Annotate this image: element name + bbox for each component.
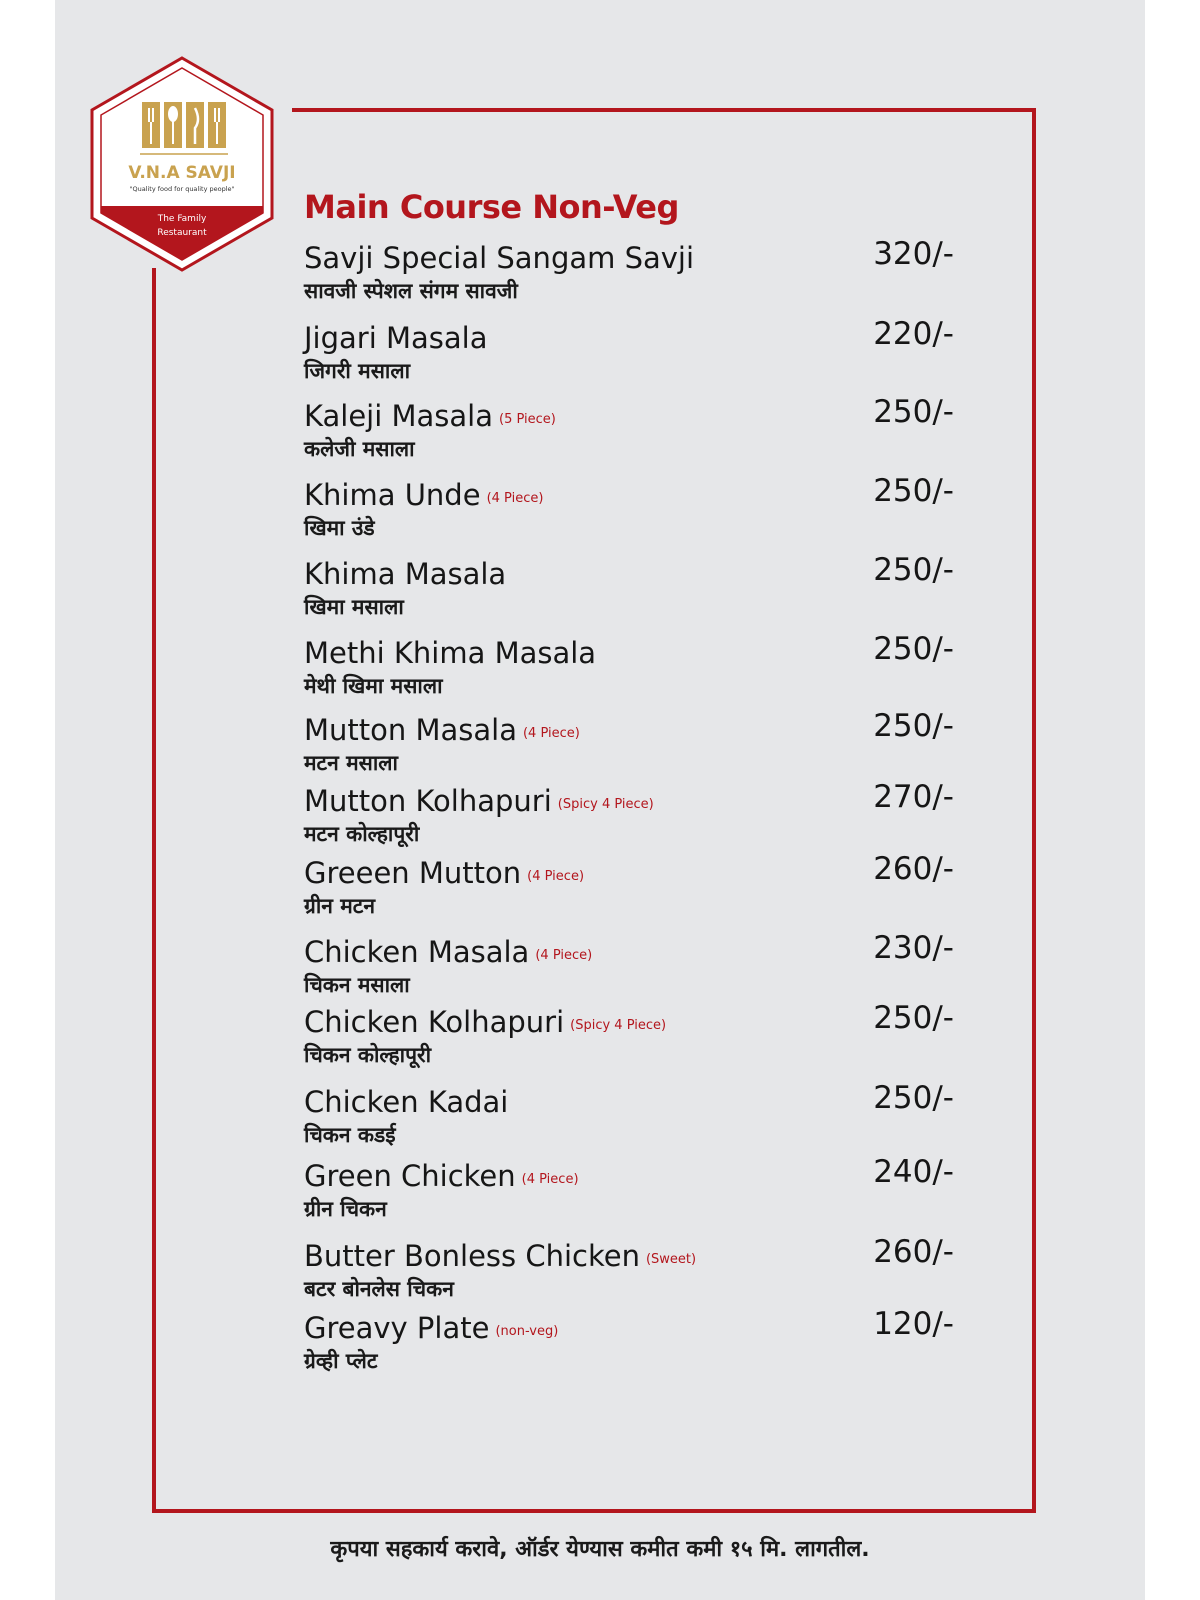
menu-item-price: 270/- bbox=[873, 779, 954, 815]
frame-border-top bbox=[292, 108, 1036, 112]
frame-border-right bbox=[1032, 108, 1036, 1513]
menu-item-marathi-name: खिमा मसाला bbox=[304, 595, 404, 619]
menu-item-name: Chicken Kolhapuri bbox=[304, 1005, 565, 1039]
menu-item-marathi-name: ग्रीन मटन bbox=[304, 894, 376, 918]
menu-item-marathi-name: मटन कोल्हापूरी bbox=[304, 822, 420, 846]
menu-item-price: 230/- bbox=[873, 930, 954, 966]
menu-item bbox=[304, 552, 954, 630]
menu-item-note: (5 Piece) bbox=[499, 412, 556, 427]
menu-item-name-line bbox=[304, 855, 584, 895]
menu-item-name-line bbox=[304, 712, 580, 752]
menu-item-note: (4 Piece) bbox=[527, 869, 585, 884]
menu-item-name: Mutton Kolhapuri bbox=[304, 784, 552, 818]
menu-item-marathi-name: बटर बोनलेस चिकन bbox=[304, 1277, 454, 1301]
menu-item bbox=[304, 930, 954, 1008]
menu-item-marathi-name: चिकन कडई bbox=[304, 1123, 396, 1147]
menu-item bbox=[304, 473, 954, 551]
menu-item bbox=[304, 1000, 954, 1078]
menu-item-marathi-name: कलेजी मसाला bbox=[304, 437, 415, 461]
menu-item bbox=[304, 1234, 954, 1312]
menu-item-name-line bbox=[304, 635, 596, 671]
menu-item-name-line bbox=[304, 477, 543, 517]
menu-item-marathi-name: चिकन कोल्हापूरी bbox=[304, 1043, 432, 1067]
order-time-note: कृपया सहकार्य करावे, ऑर्डर येण्यास कमीत कमी १५ मि. लागतील. bbox=[330, 1537, 870, 1562]
menu-item-note: (4 Piece) bbox=[522, 726, 580, 741]
menu-item-name: Chicken Kadai bbox=[304, 1085, 509, 1119]
menu-item-name: Chicken Masala bbox=[304, 935, 530, 969]
menu-item-name: Khima Masala bbox=[304, 557, 507, 591]
menu-item bbox=[304, 1080, 954, 1158]
menu-item-marathi-name: सावजी स्पेशल संगम सावजी bbox=[304, 279, 518, 303]
menu-item-name: Savji Special Sangam Savji bbox=[304, 241, 695, 275]
menu-item-name-line bbox=[304, 1084, 508, 1120]
menu-item-name: Methi Khima Masala bbox=[304, 636, 597, 670]
menu-item-marathi-name: मटन मसाला bbox=[304, 751, 398, 775]
menu-item-name: Khima Unde bbox=[304, 478, 481, 512]
menu-item-price: 250/- bbox=[873, 631, 954, 667]
menu-item-marathi-name: जिगरी मसाला bbox=[304, 359, 411, 383]
menu-item bbox=[304, 316, 954, 394]
menu-item-price: 240/- bbox=[873, 1154, 954, 1190]
menu-item bbox=[304, 851, 954, 929]
menu-item-name-line bbox=[304, 783, 654, 823]
menu-item bbox=[304, 779, 954, 857]
logo-badge-line2: Restaurant bbox=[157, 228, 207, 238]
menu-item-price: 250/- bbox=[873, 473, 954, 509]
restaurant-logo bbox=[88, 56, 276, 272]
menu-item-marathi-name: ग्रीन चिकन bbox=[304, 1197, 387, 1221]
menu-item-marathi-name: मेथी खिमा मसाला bbox=[304, 674, 443, 698]
menu-item-price: 250/- bbox=[873, 708, 954, 744]
frame-border-bottom bbox=[152, 1509, 1036, 1513]
menu-item-price: 250/- bbox=[873, 1080, 954, 1116]
menu-item-name-line bbox=[304, 1238, 696, 1278]
frame-border-left bbox=[152, 268, 156, 1513]
menu-item bbox=[304, 631, 954, 709]
logo-badge-line1: The Family bbox=[157, 214, 207, 224]
menu-item-note: (Sweet) bbox=[645, 1252, 697, 1267]
menu-item-name: Jigari Masala bbox=[304, 321, 488, 355]
menu-item-name: Butter Bonless Chicken bbox=[304, 1239, 640, 1273]
menu-item-note: (4 Piece) bbox=[486, 491, 544, 506]
menu-item-note: (4 Piece) bbox=[521, 1172, 579, 1187]
menu-item-note: (4 Piece) bbox=[535, 948, 593, 963]
menu-item-price: 250/- bbox=[873, 552, 954, 588]
menu-item-price: 250/- bbox=[873, 394, 954, 430]
menu-item-name: Greavy Plate bbox=[304, 1311, 490, 1345]
menu-item-price: 320/- bbox=[873, 236, 954, 272]
menu-item-note: (Spicy 4 Piece) bbox=[557, 797, 654, 812]
menu-item-marathi-name: ग्रेव्ही प्लेट bbox=[304, 1349, 378, 1373]
menu-item-name-line bbox=[304, 398, 556, 438]
menu-item-marathi-name: चिकन मसाला bbox=[304, 973, 410, 997]
menu-item-marathi-name: खिमा उंडे bbox=[304, 516, 375, 540]
menu-item-name-line bbox=[304, 556, 506, 592]
menu-item-name-line bbox=[304, 320, 488, 356]
menu-item-name: Greeen Mutton bbox=[304, 856, 522, 890]
menu-item-note: (non-veg) bbox=[495, 1324, 559, 1339]
logo-brand-name: V.N.A SAVJI bbox=[128, 163, 236, 183]
menu-item-note: (Spicy 4 Piece) bbox=[570, 1018, 667, 1033]
menu-item bbox=[304, 394, 954, 472]
menu-item-price: 260/- bbox=[873, 1234, 954, 1270]
menu-item-name-line bbox=[304, 934, 592, 974]
menu-item-name: Mutton Masala bbox=[304, 713, 517, 747]
menu-item-name-line bbox=[304, 1158, 579, 1198]
menu-item-price: 250/- bbox=[873, 1000, 954, 1036]
menu-item-price: 120/- bbox=[873, 1306, 954, 1342]
menu-item bbox=[304, 236, 954, 314]
menu-item-price: 220/- bbox=[873, 316, 954, 352]
menu-item-name-line bbox=[304, 1310, 558, 1350]
menu-item bbox=[304, 1154, 954, 1232]
menu-item bbox=[304, 708, 954, 786]
logo-tagline: "Quality food for quality people" bbox=[129, 185, 235, 193]
menu-item-name-line bbox=[304, 1004, 666, 1044]
menu-item-price: 260/- bbox=[873, 851, 954, 887]
menu-item bbox=[304, 1306, 954, 1384]
menu-item-name: Green Chicken bbox=[304, 1159, 516, 1193]
menu-item-name: Kaleji Masala bbox=[304, 399, 494, 433]
menu-section-title: Main Course Non-Veg bbox=[304, 188, 679, 226]
menu-item-name-line bbox=[304, 240, 694, 276]
